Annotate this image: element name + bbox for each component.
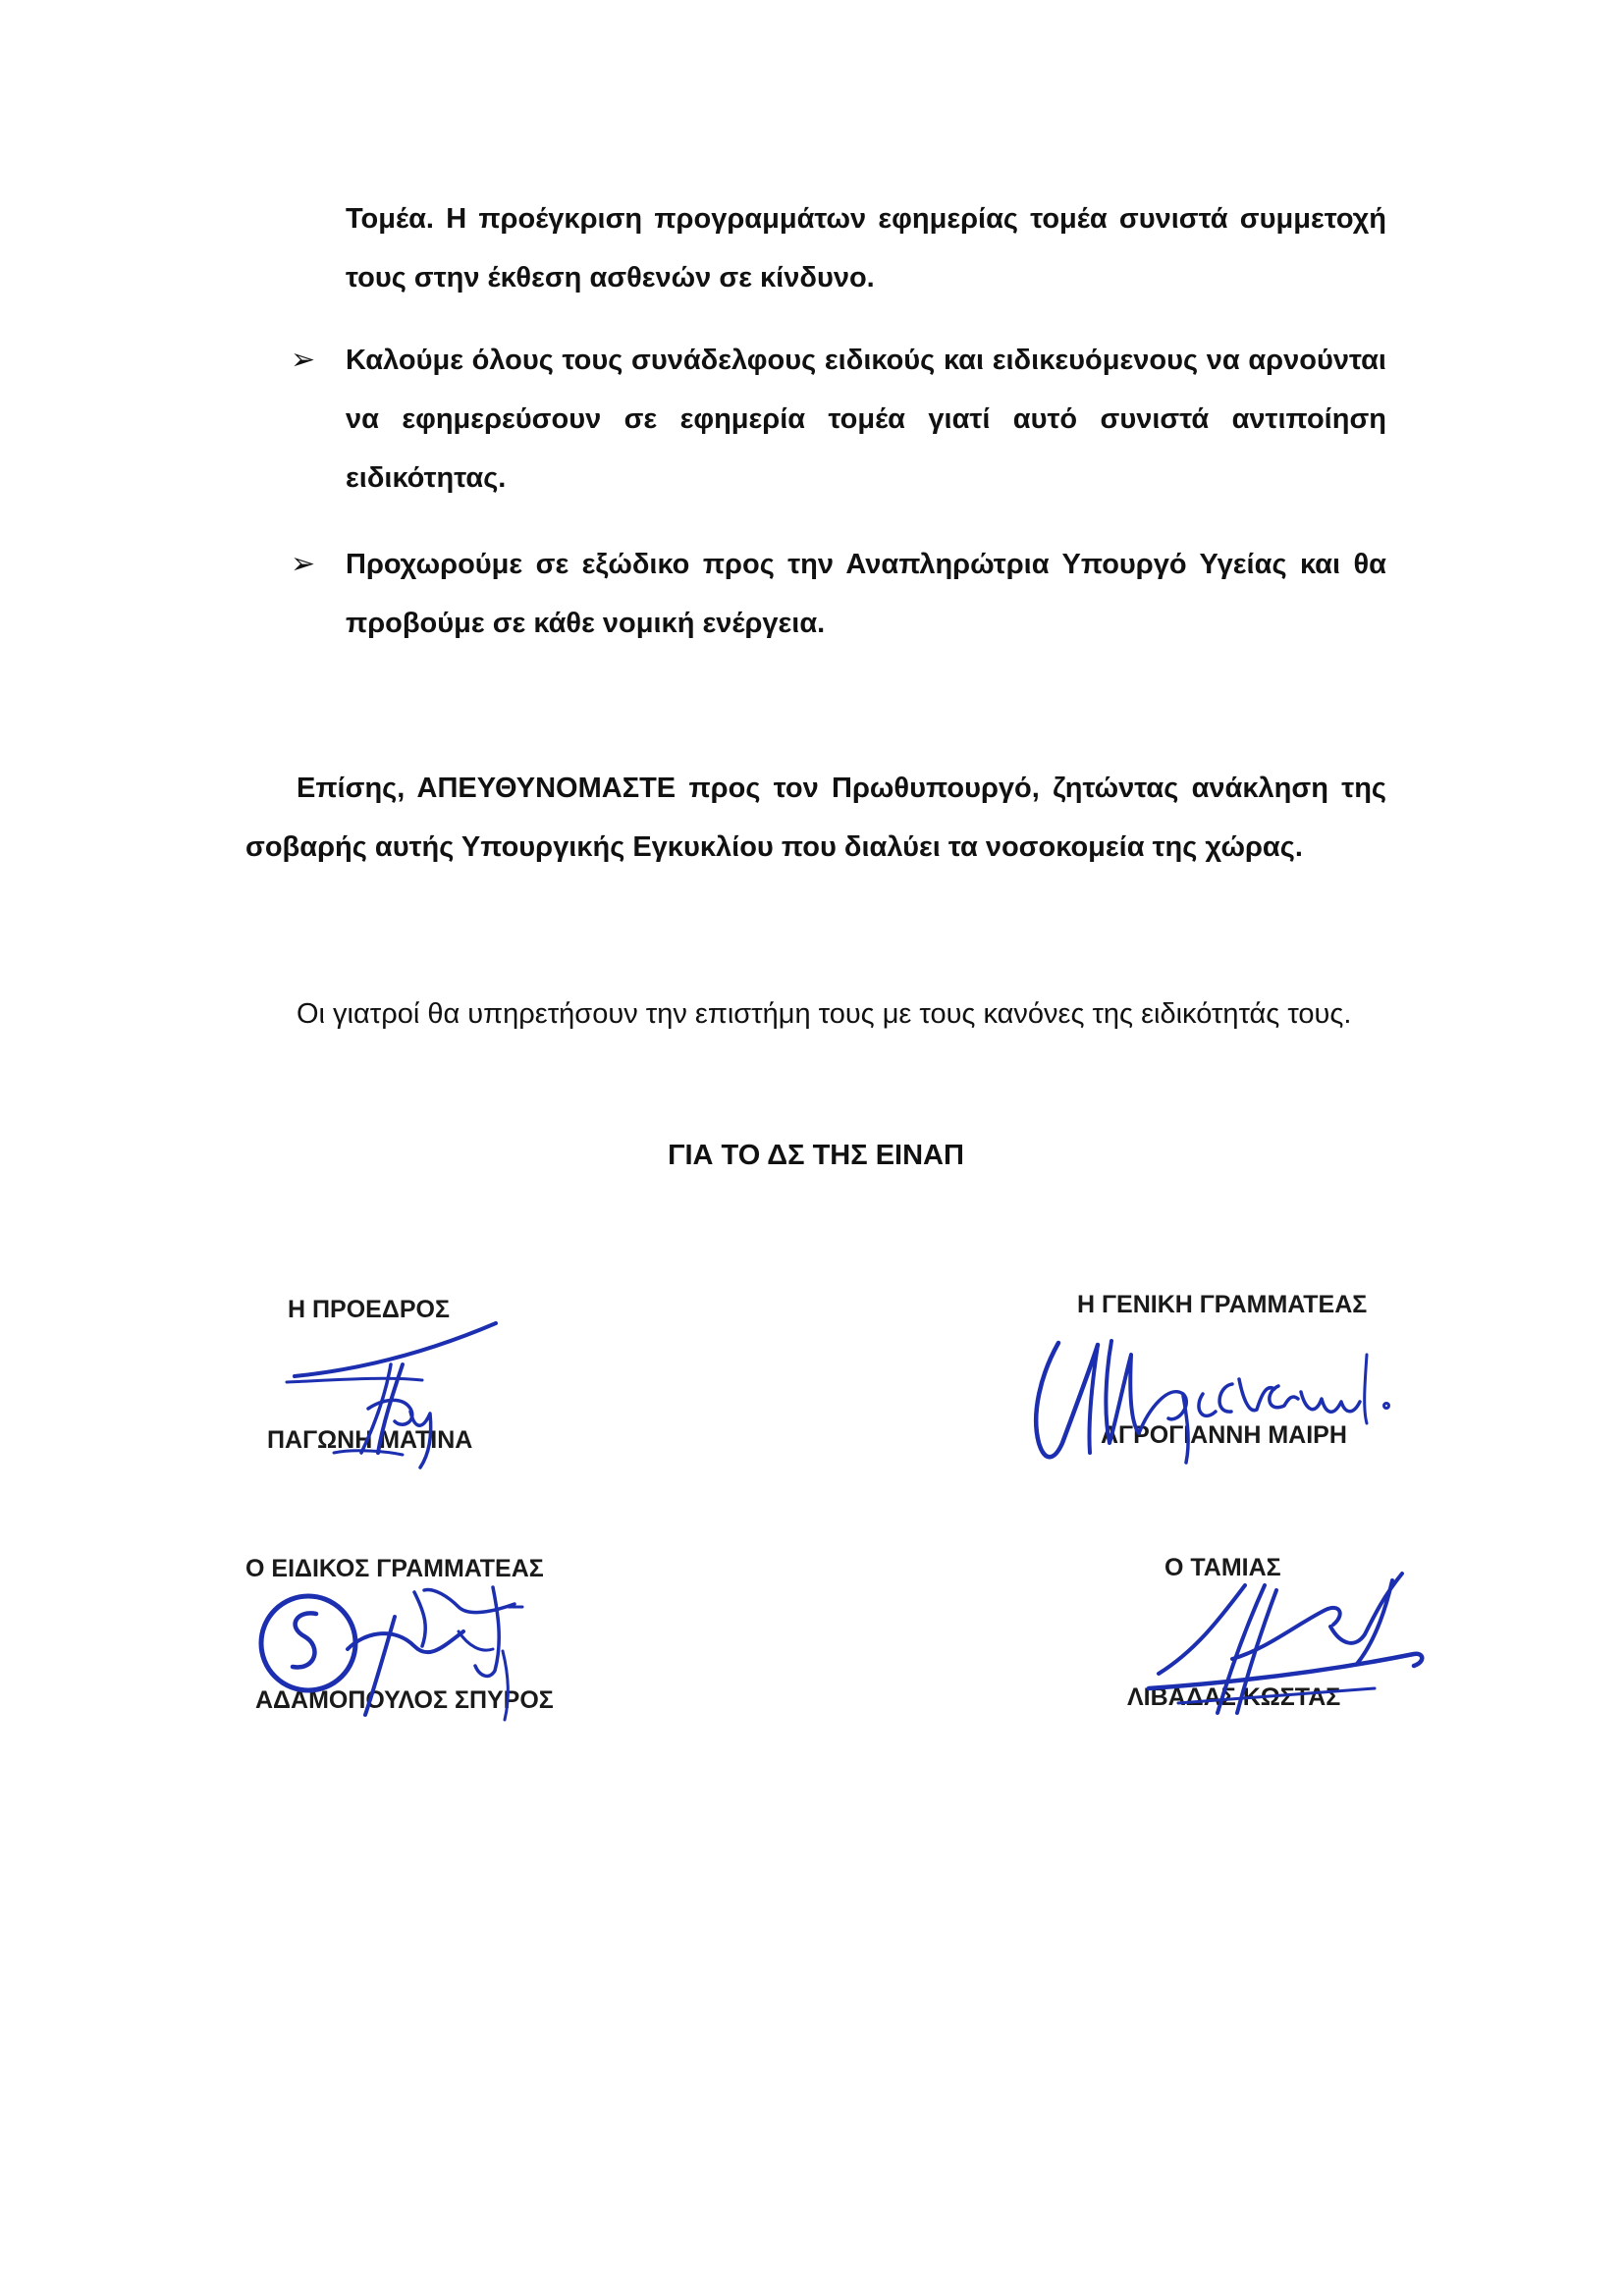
general-secretary-role: Η ΓΕΝΙΚΗ ΓΡΑΜΜΑΤΕΑΣ — [1077, 1291, 1368, 1318]
special-secretary-role: Ο ΕΙΔΙΚΟΣ ΓΡΑΜΜΑΤΕΑΣ — [245, 1555, 544, 1582]
treasurer-name: ΛΙΒΑΔΑΣ ΚΩΣΤΑΣ — [1127, 1683, 1341, 1711]
bullet-arrow-icon: ➢ — [291, 548, 316, 580]
treasurer-role: Ο ΤΑΜΙΑΣ — [1164, 1554, 1281, 1581]
bullet-item-legal-action: Προχωρούμε σε εξώδικο προς την Αναπληρώτρια Υπουργό Υγείας και θα προβούμε σε κάθε νομική ενέργεια. — [346, 549, 1386, 639]
general-secretary-signature — [1021, 1315, 1424, 1472]
bullet-arrow-icon: ➢ — [291, 344, 316, 376]
special-secretary-name: ΑΔΑΜΟΠΟΥΛΟΣ ΣΠΥΡΟΣ — [255, 1686, 554, 1714]
paragraph-prime-minister: Επίσης, ΑΠΕΥΘΥΝΟΜΑΣΤΕ προς τον Πρωθυπουργό, ζητώντας ανάκληση της σοβαρής αυτής Υπουργικής Εγκυκλίου που διαλύει τα νοσοκομεία της χώρας. — [245, 773, 1386, 863]
paragraph-doctors: Οι γιατροί θα υπηρετήσουν την επιστήμη τους με τους κανόνες της ειδικότητάς τους. — [297, 998, 1352, 1030]
general-secretary-name: ΑΓΡΟΓΙΑΝΝΗ ΜΑΙΡΗ — [1101, 1421, 1347, 1449]
special-secretary-signature — [257, 1573, 542, 1730]
president-role: Η ΠΡΟΕΔΡΟΣ — [288, 1296, 450, 1323]
continued-list-text: Τομέα. Η προέγκριση προγραμμάτων εφημερίας τομέα συνιστά συμμετοχή τους στην έκθεση ασθενών σε κίνδυνο. — [346, 203, 1386, 294]
president-name: ΠΑΓΩΝΗ ΜΑΤΙΝΑ — [267, 1426, 473, 1454]
president-signature — [275, 1306, 511, 1472]
bullet-item-colleagues: Καλούμε όλους τους συνάδελφους ειδικούς και ειδικευόμενους να αρνούνται να εφημερεύσουν σε εφημερία τομέα γιατί αυτό συνιστά αντιποίηση ειδικότητας. — [346, 345, 1386, 494]
treasurer-signature — [1139, 1556, 1434, 1723]
board-heading: ΓΙΑ ΤΟ ΔΣ ΤΗΣ ΕΙΝΑΠ — [668, 1140, 964, 1171]
